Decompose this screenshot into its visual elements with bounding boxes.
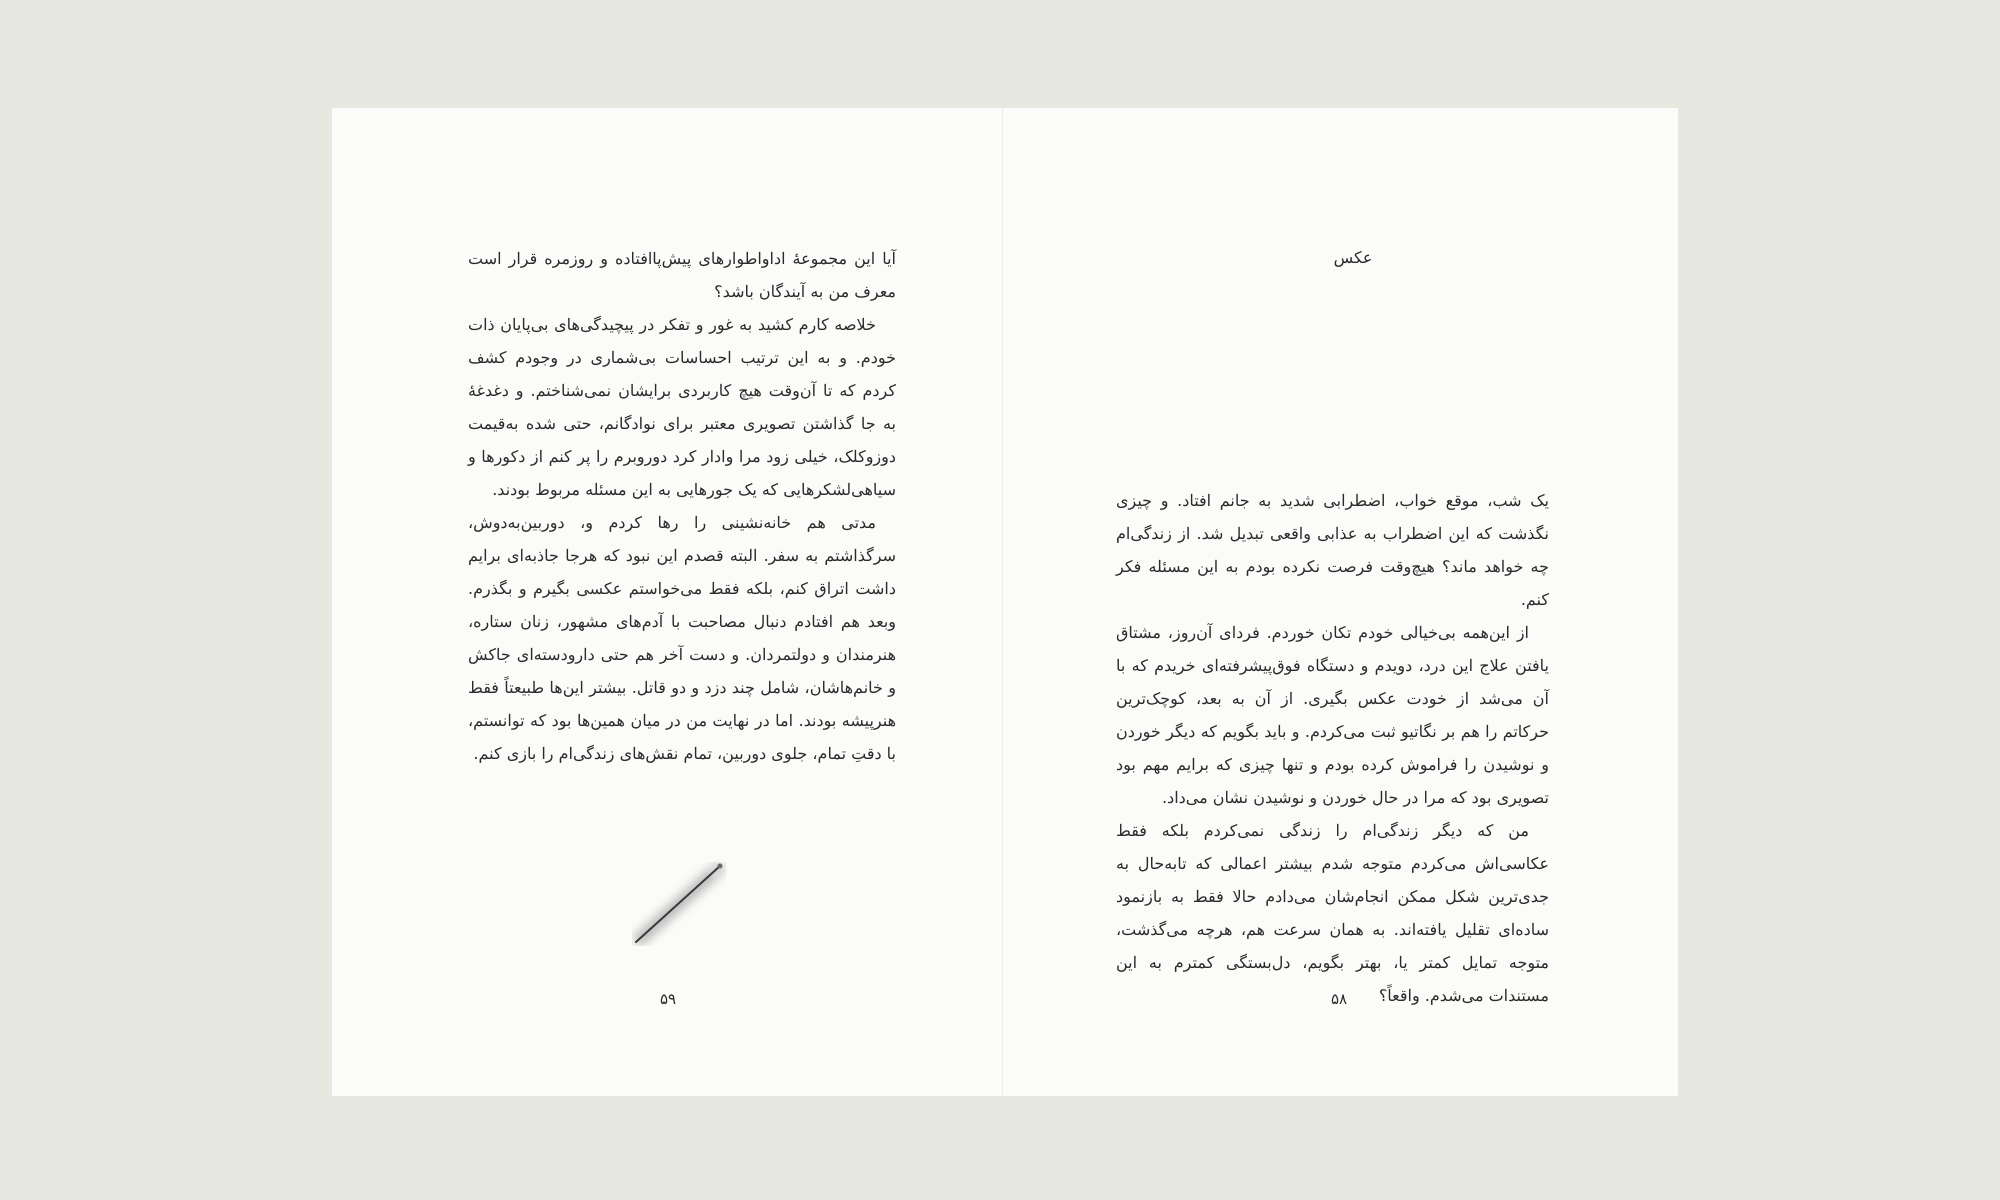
page-number: ۵۸ — [1330, 990, 1348, 1008]
book-spread — [332, 108, 1678, 1096]
paragraph: مدتی هم خانه‌نشینی را رها کردم و، دوربین‌به‌دوش، سرگذاشتم به سفر. البته قصدم این نبود که هرجا جاذبه‌ای برایم داشت اتراق کنم، بلکه فقط می‌خواستم عکسی بگیرم و بگذرم. وبعد هم افتادم دنبال مصاحبت با آدم‌های مشهور، زنان ستاره، هنرمندان و دولتمردان. و دست آخر هم حتی دارودسته‌ای جاکش و خانم‌هاشان، شامل چند دزد و دو قاتل. بیشتر این‌ها طبیعتاً فقط هنرپیشه بودند. اما در نهایت من در میان همین‌ها بود که توانستم، با دقتِ تمام، جلوی دوربین، تمام نقش‌های زندگی‌ام را بازی کنم. — [468, 513, 897, 763]
paragraph: آیا این مجموعهٔ اداواطوارهای پیش‌پاافتاده و روزمره قرار است معرف من به آیندگان باشد؟ — [468, 249, 896, 301]
paragraph: یک شب، موقع خواب، اضطرابی شدید به جانم افتاد. و چیزی نگذشت که این اضطراب به عذابی واقعی تبدیل شد. از زندگی‌ام چه خواهد ماند؟ هیچ‌وقت فرصت نکرده بودم به این مسئله فکر کنم. — [1116, 491, 1549, 609]
left-page-text — [468, 242, 896, 770]
paragraph: از این‌همه بی‌خیالی خودم تکان خوردم. فردای آن‌روز، مشتاق یافتن علاج این درد، دویدم و دستگاه فوق‌پیشرفته‌ای خریدم که با آن می‌شد از خودت عکس بگیری. از آن به بعد، کوچک‌ترین حرکاتم را هم بر نگاتیو ثبت می‌کردم. و باید بگویم که دیگر خوردن و نوشیدن را فراموش کرده بودم و تنها چیزی که برایم مهم بود تصویری بود که مرا در حال خوردن و نوشیدن نشان می‌داد. — [1116, 623, 1549, 807]
page-number: ۵۹ — [659, 990, 677, 1008]
right-page — [1003, 108, 1673, 1096]
running-head: عکس — [1333, 248, 1373, 267]
paragraph: خلاصه کارم کشید به غور و تفکر در پیچیدگی‌های بی‌پایان ذات خودم. و به این ترتیب احساسات بی‌شماری در وجودم کشف کردم که تا آن‌وقت هیچ کاربردی برایشان نمی‌شناختم. و دغدغهٔ به جا گذاشتن تصویری معتبر برای نوادگانم، حتی شده به‌قیمت دوزوکلک، خیلی زود مرا وادار کرد دوروبرم را پر کنم از دکورها و سیاهی‌لشکرهایی که یک جورهایی به این مسئله مربوط بودند. — [468, 315, 896, 499]
paragraph: من که دیگر زندگی‌ام را زندگی نمی‌کردم بلکه فقط عکاسی‌اش می‌کردم متوجه شدم بیشتر اعمالی که تابه‌حال به جدی‌ترین شکل ممکن انجام‌شان می‌دادم حالا فقط به بازنمود ساده‌ای تقلیل یافته‌اند. به همان سرعت هم، هرچه می‌گذشت، متوجه تمایل کمتر یا، بهتر بگویم، دل‌بستگی کمترم به این مستندات می‌شدم. واقعاً؟ — [1116, 821, 1549, 1005]
quill-pen-icon — [618, 824, 748, 954]
right-page-text — [1116, 484, 1549, 1012]
left-page — [332, 108, 1002, 1096]
